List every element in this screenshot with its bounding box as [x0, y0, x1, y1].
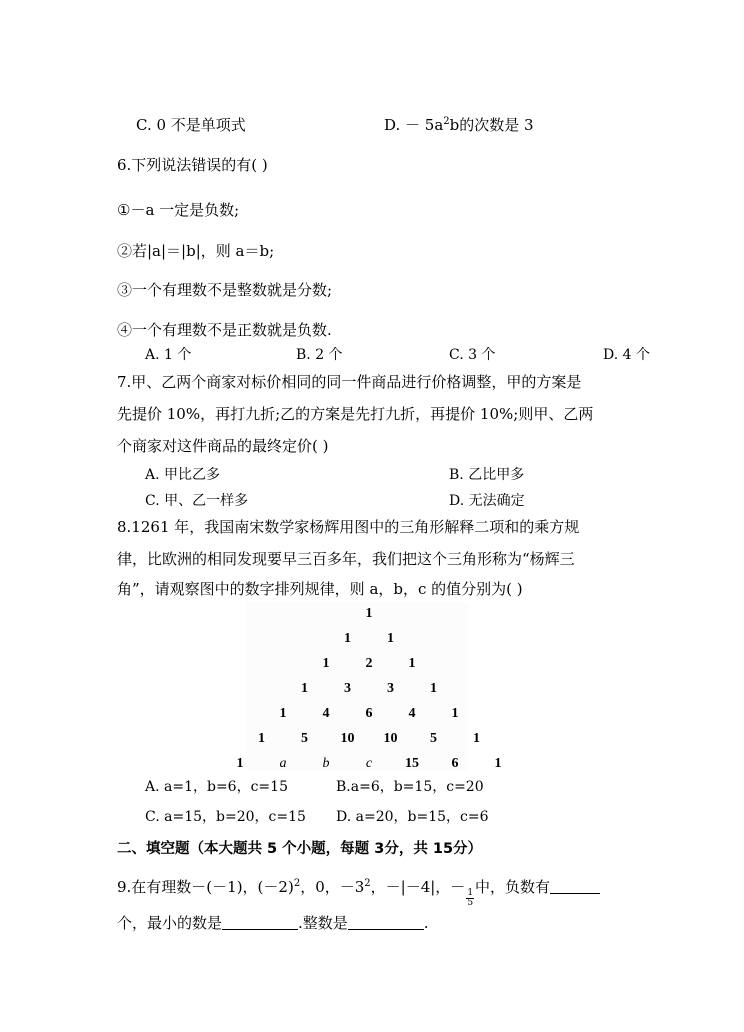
q9-answer-blank-1[interactable]: [550, 879, 600, 894]
q8-stem-line-2: 律，比欧洲的相同发现要早三百多年，我们把这个三角形称为“杨辉三: [117, 550, 575, 568]
triangle-entry-r3-c2: 3: [387, 681, 394, 696]
q8-option-b: B.a=6，b=15，c=20: [336, 779, 484, 795]
q6-statement-1: ①－a 一定是负数;: [117, 201, 240, 219]
q7-stem-line-3: 个商家对这件商品的最终定价( ): [117, 437, 329, 455]
q8-option-d: D. a=20，b=15，c=6: [336, 809, 489, 825]
triangle-entry-r0-c0: 1: [365, 606, 373, 621]
q5-option-d-prefix: D. － 5a: [384, 116, 444, 134]
triangle-entry-r3-c0: 1: [301, 681, 308, 696]
triangle-entry-r5-c1: 5: [301, 731, 308, 746]
q6-statement-2: ②若|a|＝|b|，则 a＝b;: [117, 242, 275, 260]
triangle-entry-r1-c1: 1: [387, 631, 394, 646]
triangle-entry-r5-c0: 1: [258, 731, 265, 746]
triangle-entry-r5-c4: 5: [430, 731, 437, 746]
q9-answer-blank-3[interactable]: [348, 915, 424, 930]
triangle-entry-r6-c2: b: [322, 756, 330, 771]
q6-stem: 6.下列说法错误的有( ): [117, 156, 268, 174]
q7-stem-line-2: 先提价 10%，再打九折;乙的方案是先打九折，再提价 10%;则甲、乙两: [117, 405, 594, 423]
triangle-entry-r2-c0: 1: [322, 656, 330, 671]
triangle-entry-r3-c1: 3: [344, 681, 351, 696]
q9-stem-line-1: [117, 878, 600, 908]
triangle-entry-r4-c3: 4: [408, 706, 416, 721]
q7-option-d: D. 无法确定: [449, 493, 525, 509]
triangle-entry-r6-c0: 1: [236, 756, 244, 771]
triangle-entry-r2-c2: 1: [408, 656, 416, 671]
triangle-entry-r4-c4: 1: [451, 706, 459, 721]
triangle-entry-r6-c4: 15: [405, 756, 419, 771]
q7-option-b: B. 乙比甲多: [449, 467, 525, 483]
q6-statement-4: ④一个有理数不是正数就是负数.: [117, 321, 332, 339]
q9-exponent-2: 2: [364, 878, 371, 889]
yang-hui-triangle-figure: [236, 602, 502, 771]
q9-exponent-1: 2: [293, 878, 301, 889]
q8-stem-line-3: 角”，请观察图中的数字排列规律，则 a，b，c 的值分别为( ): [117, 580, 523, 598]
q9-fraction-denominator: 5: [467, 898, 474, 908]
triangle-entry-r6-c1: a: [279, 756, 287, 771]
q6-option-a: A. 1 个: [145, 347, 192, 363]
triangle-entry-r2-c1: 2: [365, 656, 373, 671]
q6-option-c: C. 3 个: [449, 347, 496, 363]
q9-line2-part-b: .整数是: [298, 914, 348, 932]
q9-line2-part-c: .: [423, 914, 429, 932]
q5-option-d: [384, 116, 534, 134]
q8-option-a: A. a=1，b=6，c=15: [145, 779, 288, 795]
q9-answer-blank-2[interactable]: [222, 915, 298, 930]
triangle-entry-r3-c3: 1: [430, 681, 437, 696]
triangle-entry-r4-c2: 6: [365, 706, 373, 721]
q5-option-d-exponent: 2: [443, 116, 450, 127]
yang-hui-triangle: [236, 602, 502, 771]
triangle-entry-r5-c5: 1: [473, 731, 480, 746]
q9-part-4: 中，负数有: [475, 878, 551, 896]
q7-option-c: C. 甲、乙一样多: [145, 493, 249, 509]
q9-line2-part-a: 个，最小的数是: [117, 914, 223, 932]
q5-option-c: C. 0 不是单项式: [136, 116, 246, 134]
triangle-entry-r5-c2: 10: [340, 731, 355, 746]
triangle-entry-r4-c0: 1: [279, 706, 287, 721]
q9-part-2: ，0，－3: [300, 878, 365, 896]
triangle-entry-r6-c5: 6: [451, 756, 459, 771]
q8-stem-line-1: 8.1261 年，我国南宋数学家杨辉用图中的三角形解释二项和的乘方规: [117, 518, 580, 536]
q9-stem-line-2: [117, 914, 429, 932]
q5-option-d-suffix: b的次数是 3: [449, 116, 534, 134]
q6-statement-3: ③一个有理数不是整数就是分数;: [117, 281, 333, 299]
q7-stem-line-1: 7.甲、乙两个商家对标价相同的同一件商品进行价格调整，甲的方案是: [117, 373, 582, 391]
q6-option-d: D. 4 个: [603, 347, 650, 363]
triangle-entry-r6-c6: 1: [494, 756, 502, 771]
triangle-entry-r1-c0: 1: [344, 631, 351, 646]
q9-part-1: 9.在有理数－(－1)，(－2): [117, 878, 294, 896]
q9-fraction: [466, 889, 474, 908]
q9-fraction-numerator: 1: [467, 888, 474, 898]
q6-option-b: B. 2 个: [296, 347, 343, 363]
q8-option-c: C. a=15，b=20，c=15: [145, 809, 306, 825]
triangle-entry-r5-c3: 10: [383, 731, 398, 746]
q7-option-a: A. 甲比乙多: [145, 467, 221, 483]
section-2-heading: 二、填空题（本大题共 5 个小题，每题 3分，共 15分）: [117, 841, 483, 857]
q9-part-3: ，－|－4|，－: [370, 878, 466, 896]
triangle-entry-r4-c1: 4: [322, 706, 330, 721]
triangle-entry-r6-c3: c: [365, 756, 373, 771]
